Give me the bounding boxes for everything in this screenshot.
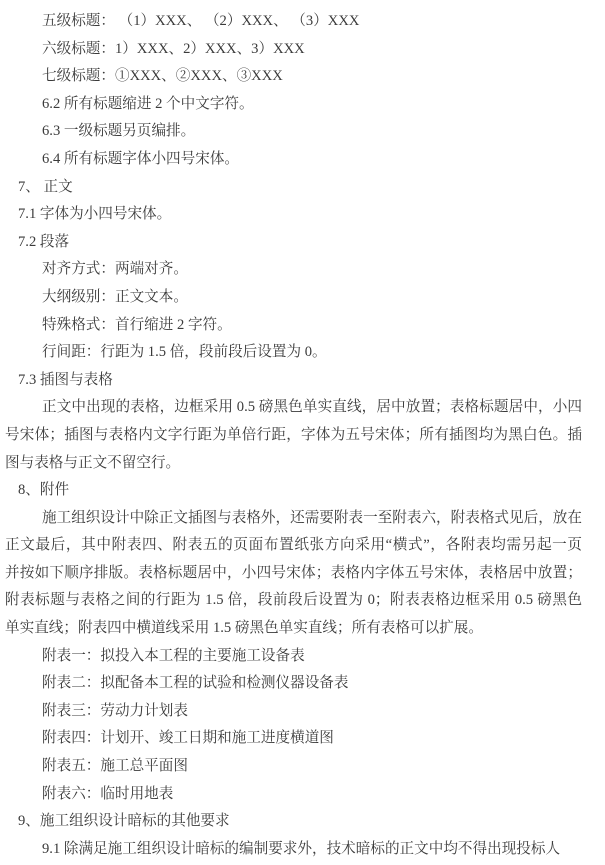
text-line: 正文中出现的表格，边框采用 0.5 磅黑色单实直线，居中放置；表格标题居中，小四 — [42, 399, 582, 416]
text-line: 附表标题与表格之间的行距为 1.5 倍，段前段后设置为 0；附表表格边框采用 0.5 磅黑色 — [5, 592, 582, 609]
text-line: 并按如下顺序排版。表格标题居中，小四号宋体；表格内字体五号宋体，表格居中放置； — [5, 564, 582, 581]
text-line: 附表六：临时用地表 — [42, 785, 174, 802]
text-line: 施工组织设计中除正文插图与表格外，还需要附表一至附表六，附表格式见后，放在 — [42, 509, 582, 526]
text-line: 六级标题：1）XXX、2）XXX、3）XXX — [42, 40, 305, 57]
text-line: 8、附件 — [18, 482, 70, 499]
text-line: 附表三：劳动力计划表 — [42, 702, 188, 719]
text-line: 特殊格式：首行缩进 2 字符。 — [42, 316, 232, 333]
text-line: 附表二：拟配备本工程的试验和检测仪器设备表 — [42, 675, 349, 692]
text-line: 6.3 一级标题另页编排。 — [42, 123, 196, 140]
text-line: 行间距：行距为 1.5 倍，段前段后设置为 0。 — [42, 344, 327, 361]
text-line: 附表一：拟投入本工程的主要施工设备表 — [42, 647, 305, 664]
text-line: 正文最后，其中附表四、附表五的页面布置纸张方向采用“横式”，各附表均需另起一页 — [5, 537, 582, 554]
text-line: 7.2 段落 — [18, 233, 70, 250]
text-line: 9.1 除满足施工组织设计暗标的编制要求外，技术暗标的正文中均不得出现投标人 — [42, 840, 561, 857]
text-line: 7.3 插图与表格 — [18, 371, 113, 388]
text-line: 五级标题： （1）XXX、 （2）XXX、 （3）XXX — [42, 13, 360, 29]
text-line: 图与表格与正文不留空行。 — [5, 454, 181, 471]
text-line: 附表四：计划开、竣工日期和施工进度横道图 — [42, 730, 334, 747]
text-line: 7、 正文 — [18, 178, 73, 195]
text-line: 7.1 字体为小四号宋体。 — [18, 206, 172, 223]
text-line: 6.4 所有标题字体小四号宋体。 — [42, 150, 240, 167]
text-line: 号宋体；插图与表格内文字行距为单倍行距，字体为五号宋体；所有插图均为黑白色。插 — [5, 426, 582, 443]
text-line: 9、施工组织设计暗标的其他要求 — [18, 813, 230, 830]
text-line: 大纲级别：正文文本。 — [42, 288, 188, 305]
text-line: 七级标题：①XXX、②XXX、③XXX — [42, 68, 283, 85]
text-line: 单实直线；附表四中横道线采用 1.5 磅黑色单实直线；所有表格可以扩展。 — [5, 620, 483, 637]
text-line: 对齐方式：两端对齐。 — [42, 261, 188, 278]
text-line: 6.2 所有标题缩进 2 个中文字符。 — [42, 95, 254, 112]
text-line: 附表五：施工总平面图 — [42, 758, 188, 775]
